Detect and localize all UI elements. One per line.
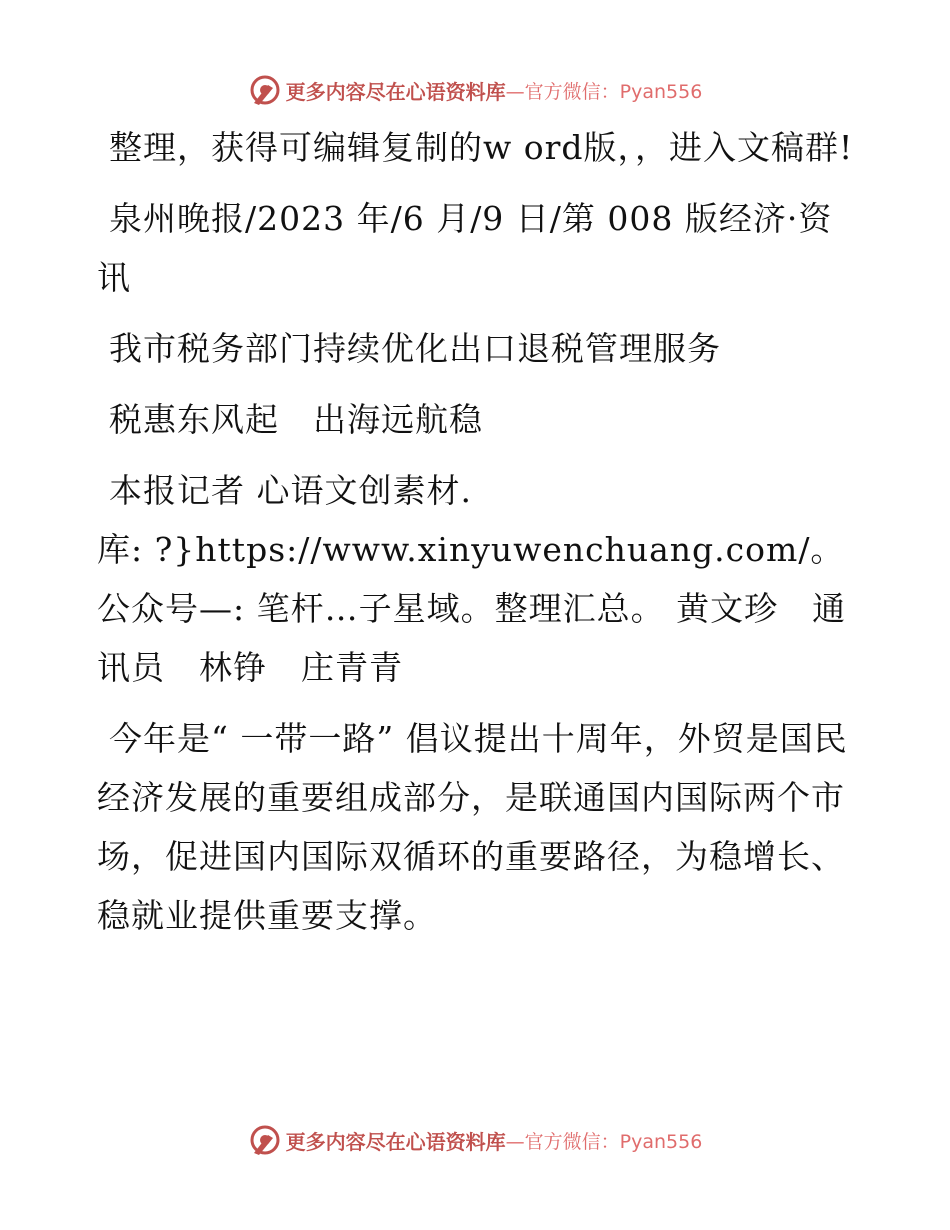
watermark-main-text: 更多内容尽在心语资料库 xyxy=(285,79,506,104)
watermark-contact-text: —官方微信：Pyan556 xyxy=(505,1130,703,1153)
watermark-main-text: 更多内容尽在心语资料库 xyxy=(285,1129,506,1154)
document-body xyxy=(97,118,857,957)
watermark-contact-text: —官方微信：Pyan556 xyxy=(505,80,703,103)
article-headline: 我市税务部门持续优化出口退税管理服务 xyxy=(109,329,721,368)
article-subheadline: 税惠东风起 出海远航稳 xyxy=(109,400,483,439)
header-watermark xyxy=(0,70,950,110)
intro-paragraph: 整理，获得可编辑复制的w ord版，，进入文稿群! xyxy=(109,128,854,167)
pen-logo-icon xyxy=(248,73,282,107)
source-line: 泉州晚报/2023 年/6 月/9 日/第 008 版经济·资讯 xyxy=(97,199,833,297)
pen-logo-icon xyxy=(248,1123,282,1157)
body-paragraph: 今年是“ 一带一路” 倡议提出十周年，外贸是国民经济发展的重要组成部分，是联通国内国际两个市场，促进国内国际双循环的重要路径，为稳增长、稳就业提供重要支撑。 xyxy=(97,719,848,935)
byline: 本报记者 心语文创素材. xyxy=(109,471,472,510)
byline-continuation: 库: ?}https://www.xinyuwenchuang.com/。公众号—: 笔杆…子星域。整理汇总。 黄文珍 通讯员 林铮 庄青青 xyxy=(97,530,847,687)
footer-watermark xyxy=(0,1120,950,1160)
